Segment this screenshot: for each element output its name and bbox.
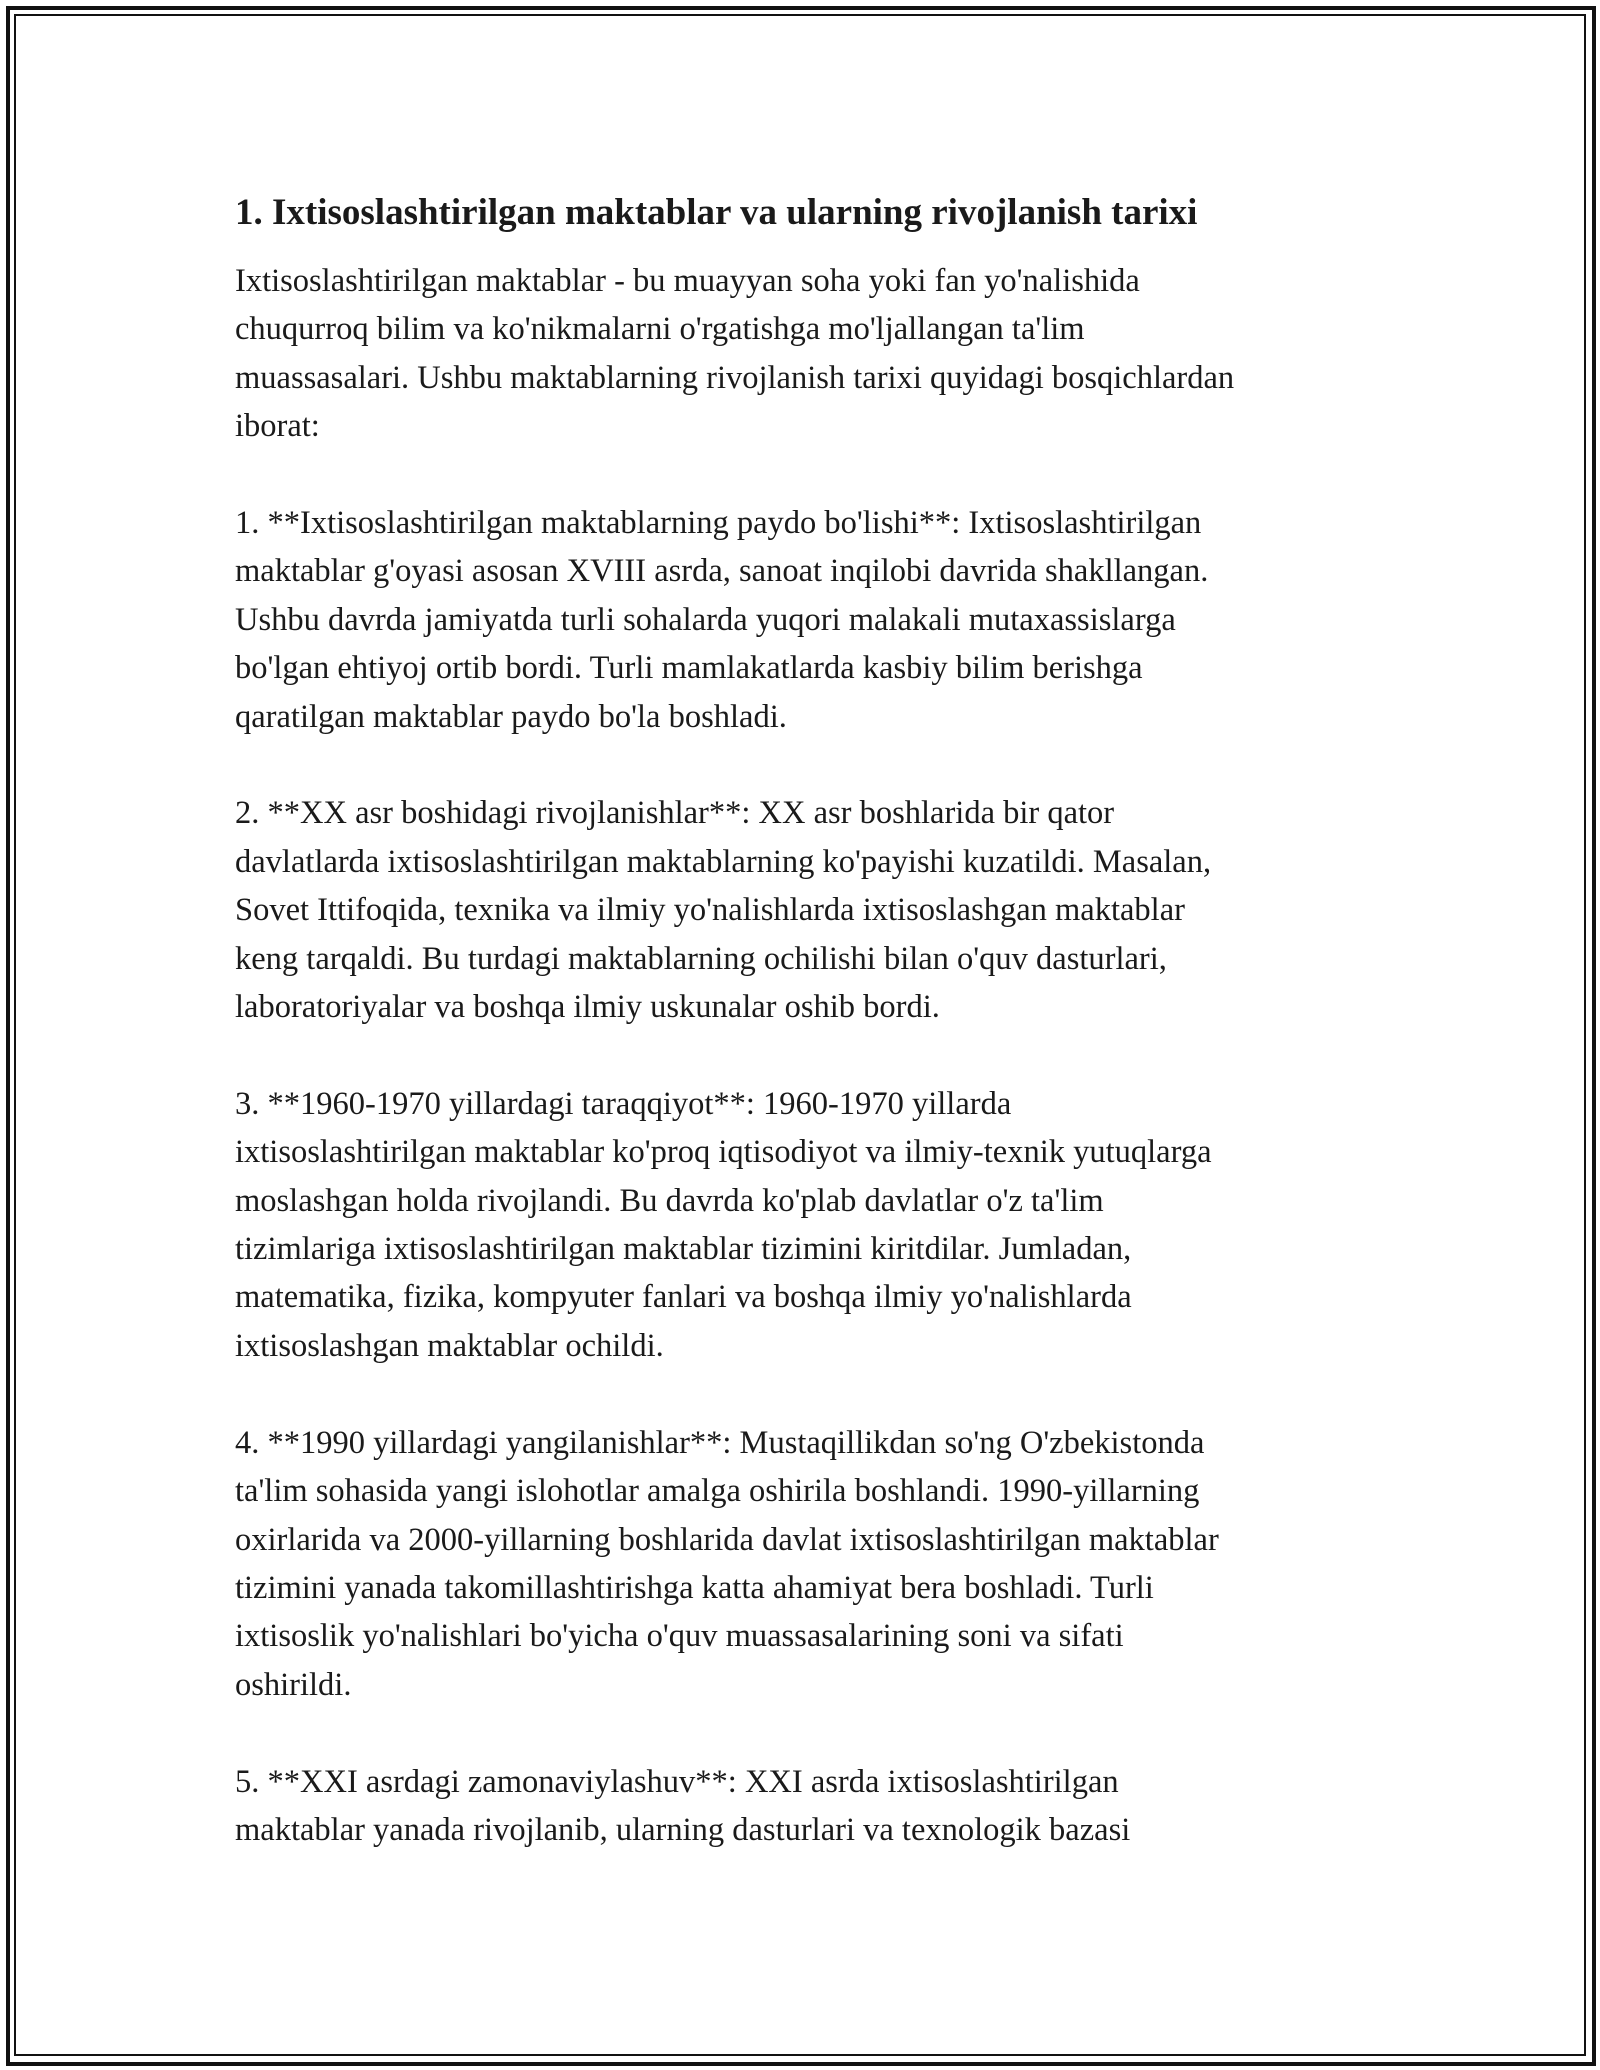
document-title: 1. Ixtisoslashtirilgan maktablar va ularning rivojlanish tarixi (235, 192, 1198, 233)
list-item-4: 4. **1990 yillardagi yangilanishlar**: Mustaqillikdan so'ng O'zbekistonda ta'lim sohasida yangi islohotlar amalga oshirila boshlandi. 1990-yillarning oxirlarida va 2000-yillarning boshlarida davlat ixtisoslashtirilgan maktablar tizimini yanada takomillashtirishga katta ahamiyat bera boshladi. Turli ixtisoslik yo'nalishlari bo'yicha o'quv muassasalarining soni va sifati oshirildi. (235, 1424, 1219, 1703)
intro-paragraph: Ixtisoslashtirilgan maktablar - bu muayyan soha yoki fan yo'nalishida chuqurroq bilim va ko'nikmalarni o'rgatishga mo'ljallangan ta'lim muassasalari. Ushbu maktablarning rivojlanish tarixi quyidagi bosqichlardan iborat: (235, 263, 1235, 445)
list-item-2: 2. **XX asr boshidagi rivojlanishlar**: XX asr boshlarida bir qator davlatlarda ixtisoslashtirilgan maktablarning ko'payishi kuzatildi. Masalan, Sovet Ittifoqida, texnika va ilmiy yo'nalishlarda ixtisoslashgan maktablar keng tarqaldi. Bu turdagi maktablarning ochilishi bilan o'quv dasturlari, laboratoriyalar va boshqa ilmiy uskunalar oshib bordi. (235, 795, 1212, 1026)
list-item-1: 1. **Ixtisoslashtirilgan maktablarning paydo bo'lishi**: Ixtisoslashtirilgan maktablar g'oyasi asosan XVIII asrda, sanoat inqilobi davrida shakllangan. Ushbu davrda jamiyatda turli sohalarda yuqori malakali mutaxassislarga bo'lgan ehtiyoj ortib bordi. Turli mamlakatlarda kasbiy bilim berishga qaratilgan maktablar paydo bo'la boshladi. (235, 505, 1209, 735)
list-item-3: 3. **1960-1970 yillardagi taraqqiyot**: 1960-1970 yillarda ixtisoslashtirilgan maktablar ko'proq iqtisodiyot va ilmiy-texnik yutuqlarga moslashgan holda rivojlandi. Bu davrda ko'plab davlatlar o'z ta'lim tizimlariga ixtisoslashtirilgan maktablar tizimini kiritdilar. Jumladan, matematika, fizika, kompyuter fanlari va boshqa ilmiy yo'nalishlarda ixtisoslashgan maktablar ochildi. (235, 1085, 1212, 1364)
document-body (235, 188, 1375, 1854)
list-item-5: 5. **XXI asrdagi zamonaviylashuv**: XXI asrda ixtisoslashtirilgan maktablar yanada rivojlanib, ularning dasturlari va texnologik bazasi (235, 1763, 1131, 1848)
